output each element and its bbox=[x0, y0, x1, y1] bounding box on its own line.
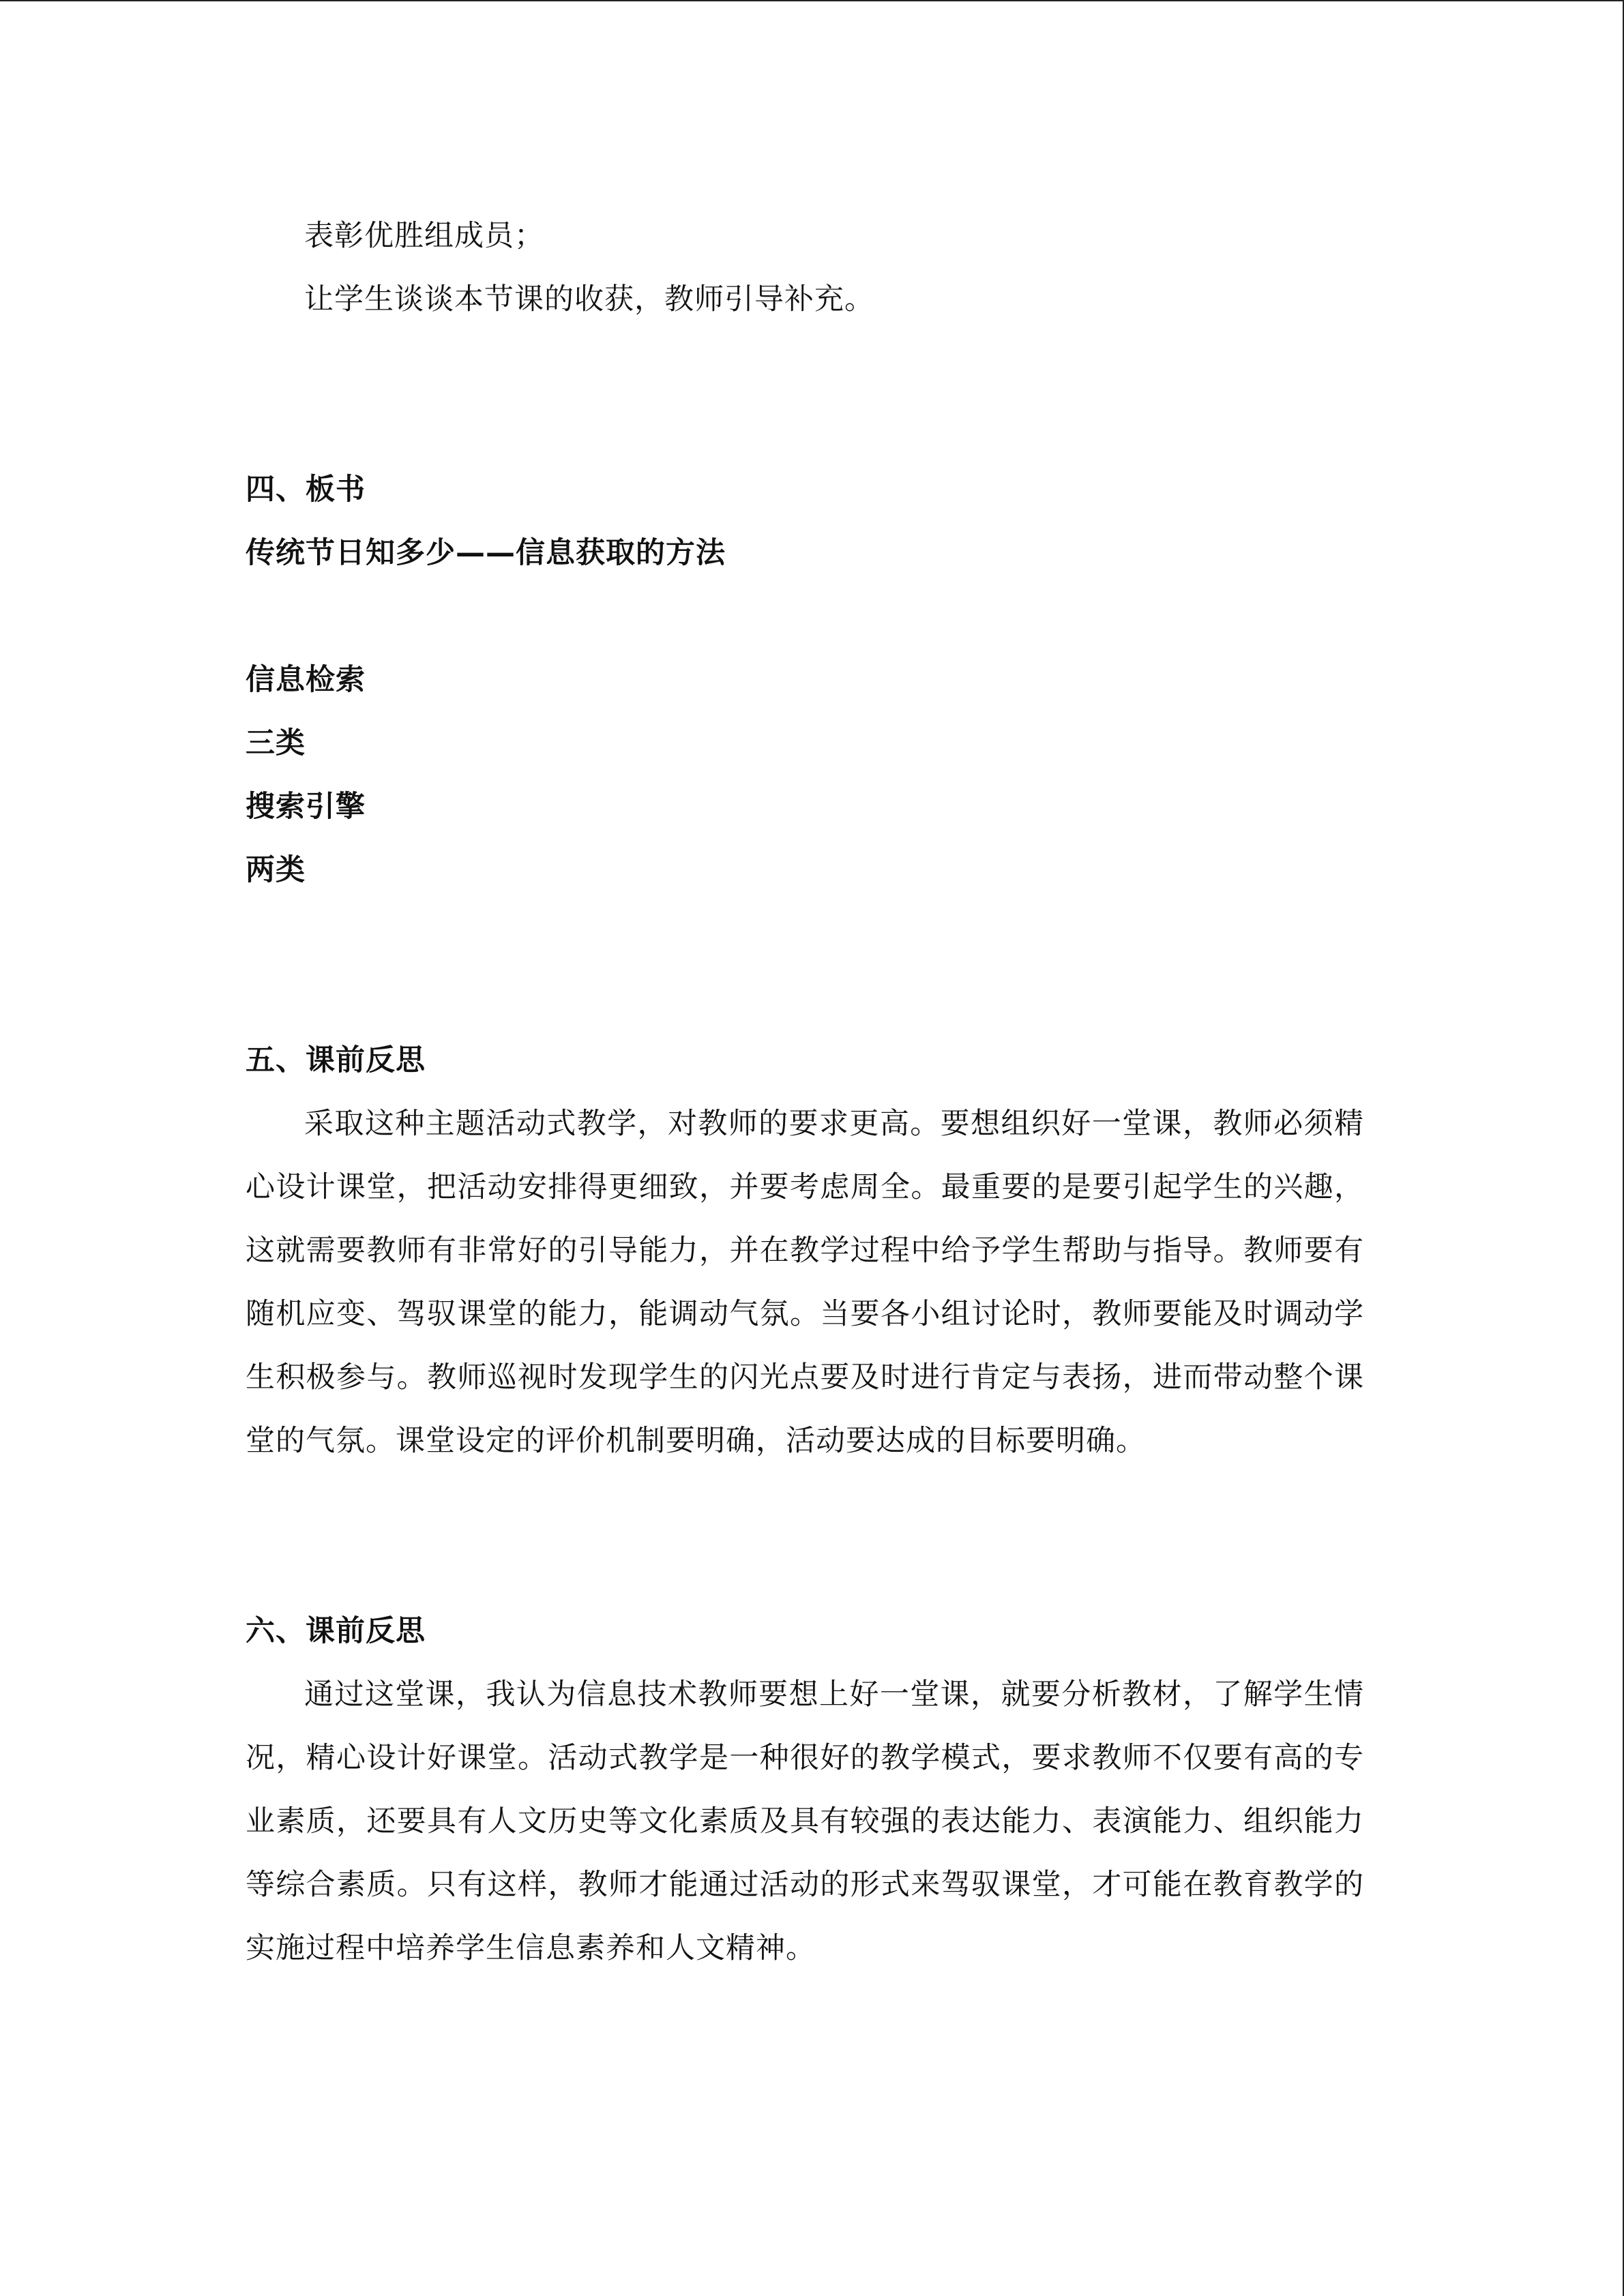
section4-heading: 四、板书 bbox=[246, 473, 366, 507]
section6-body: 通过这堂课，我认为信息技术教师要想上好一堂课，就要分析教材，了解学生情况，精心设计好课堂。活动式教学是一种很好的教学模式，要求教师不仅要有高的专业素质，还要具有人文历史等文化素质及具有较强的表达能力、表演能力、组织能力等综合素质。只有这样，教师才能通过活动的形式来驾驭课堂，才可能在教育教学的实施过程中培养学生信息素养和人文精神。 bbox=[246, 1678, 1364, 1965]
section6-heading: 六、课前反思 bbox=[246, 1614, 426, 1648]
praise-line: 表彰优胜组成员； bbox=[304, 219, 544, 253]
blackboard-item: 两类 bbox=[246, 853, 306, 887]
spacer bbox=[246, 902, 1364, 1029]
blackboard-title: 传统节日知多少——信息获取的方法 bbox=[246, 536, 726, 570]
spacer bbox=[246, 331, 1364, 458]
section5-heading: 五、课前反思 bbox=[246, 1043, 426, 1077]
blackboard-item: 信息检索 bbox=[246, 663, 366, 697]
summary-line: 让学生谈谈本节课的收获，教师引导补充。 bbox=[304, 282, 874, 316]
section5-body: 采取这种主题活动式教学，对教师的要求更高。要想组织好一堂课，教师必须精心设计课堂，把活动安排得更细致，并要考虑周全。最重要的是要引起学生的兴趣，这就需要教师有非常好的引导能力，并在教学过程中给予学生帮助与指导。教师要有随机应变、驾驭课堂的能力，能调动气氛。当要各小组讨论时，教师要能及时调动学生积极参与。教师巡视时发现学生的闪光点要及时进行肯定与表扬，进而带动整个课堂的气氛。课堂设定的评价机制要明确，活动要达成的目标要明确。 bbox=[246, 1107, 1364, 1458]
document-body bbox=[246, 205, 1364, 1980]
spacer bbox=[246, 1473, 1364, 1600]
blackboard-item: 搜索引擎 bbox=[246, 790, 366, 824]
blackboard-item: 三类 bbox=[246, 726, 306, 760]
spacer bbox=[246, 585, 1364, 648]
